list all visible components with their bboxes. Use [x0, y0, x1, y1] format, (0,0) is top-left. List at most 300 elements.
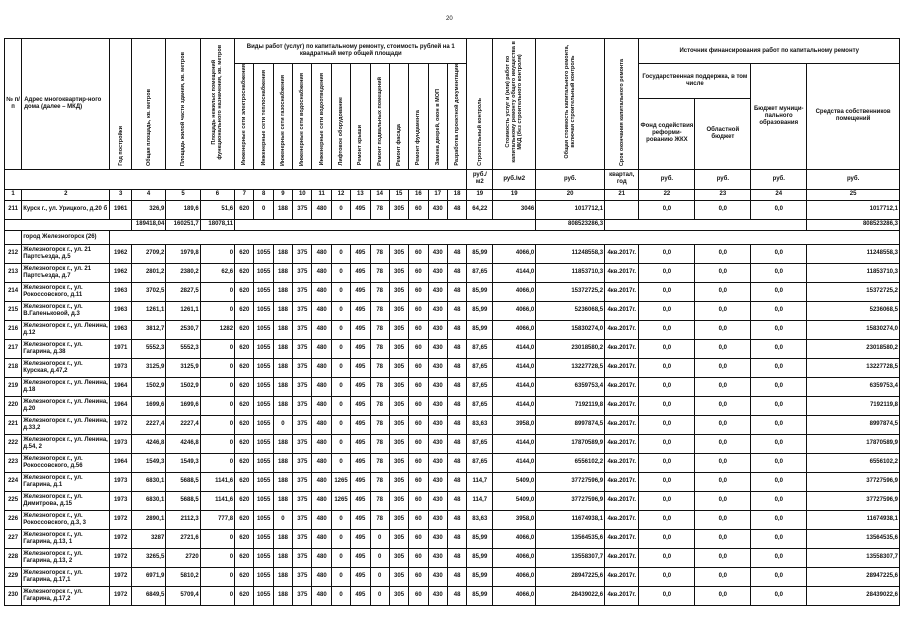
row-work-cost-12: 48: [447, 339, 467, 358]
column-number: 11: [312, 189, 331, 200]
row-municipal: 0,0: [751, 529, 807, 548]
column-number: 6: [200, 189, 234, 200]
row-control: 85,99: [467, 244, 493, 263]
row-fund: 0,0: [639, 567, 695, 586]
row-work-cost-9: 305: [389, 339, 408, 358]
unit-owners: руб.: [807, 169, 900, 189]
row-living-area: 1502,9: [166, 377, 200, 396]
row-work-cost-11: 430: [428, 415, 447, 434]
row-owners: 13558307,7: [807, 548, 900, 567]
row-owners: 13227728,5: [807, 358, 900, 377]
row-work-cost-10: 60: [409, 358, 428, 377]
row-owners: 28439022,6: [807, 586, 900, 605]
row-work-cost-11: 430: [428, 244, 447, 263]
row-total-cost: 11674938,1: [536, 510, 605, 529]
row-deadline: 4кв.2017г.: [605, 510, 639, 529]
row-work-cost-1: 620: [235, 510, 254, 529]
row-unit-cost: 4066,0: [493, 548, 536, 567]
row-address: Железногорск г., ул. Ленина, д.54, 2: [22, 434, 110, 453]
row-municipal: 0,0: [751, 339, 807, 358]
row-work-cost-2: 1055: [254, 510, 273, 529]
row-address: Железногорск г., ул. Гагарина, д.38: [22, 339, 110, 358]
row-work-cost-5: 480: [312, 453, 331, 472]
row-unit-cost: 4066,0: [493, 301, 536, 320]
row-work-cost-4: 375: [293, 263, 312, 282]
summary-nonres: 18078,11: [200, 219, 234, 230]
row-work-cost-5: 480: [312, 434, 331, 453]
row-owners: 37727596,9: [807, 472, 900, 491]
row-work-cost-7: 495: [351, 434, 370, 453]
row-work-cost-8: 78: [370, 301, 389, 320]
row-work-cost-5: 480: [312, 320, 331, 339]
row-control: 87,65: [467, 377, 493, 396]
row-living-area: 2721,6: [166, 529, 200, 548]
row-work-cost-1: 620: [235, 358, 254, 377]
table-row: [5, 586, 900, 605]
row-work-cost-11: 430: [428, 377, 447, 396]
row-work-cost-9: 305: [389, 510, 408, 529]
row-control: 87,65: [467, 396, 493, 415]
unit-control: руб./ м2: [467, 169, 493, 189]
row-year: 1973: [110, 434, 132, 453]
row-unit-cost: 4066,0: [493, 320, 536, 339]
row-work-cost-9: 305: [389, 529, 408, 548]
row-year: 1972: [110, 510, 132, 529]
row-number: 212: [5, 244, 22, 263]
row-total-area: 2890,1: [131, 510, 165, 529]
row-work-cost-9: 305: [389, 491, 408, 510]
work-header-8: Ремонт подвальных помещений: [370, 64, 389, 170]
row-work-cost-12: 48: [447, 567, 467, 586]
row-work-cost-6: 0: [331, 434, 350, 453]
column-number: 12: [331, 189, 350, 200]
row-work-cost-9: 305: [389, 396, 408, 415]
capital-repair-table: [4, 38, 900, 606]
row-number: 218: [5, 358, 22, 377]
row-work-cost-4: 375: [293, 396, 312, 415]
row-deadline: 4кв.2017г.: [605, 453, 639, 472]
row-owners: 7192119,8: [807, 396, 900, 415]
row-unit-cost: 4144,0: [493, 396, 536, 415]
row-work-cost-10: 60: [409, 586, 428, 605]
row-regional: 0,0: [695, 358, 751, 377]
row-work-cost-8: 78: [370, 453, 389, 472]
row-unit-cost: 5409,0: [493, 491, 536, 510]
row-fund: 0,0: [639, 453, 695, 472]
row-unit-cost: 4066,0: [493, 586, 536, 605]
row-work-cost-5: 480: [312, 358, 331, 377]
row-work-cost-2: 1055: [254, 548, 273, 567]
row-deadline: 4кв.2017г.: [605, 434, 639, 453]
row-work-cost-8: 78: [370, 339, 389, 358]
row-total-area: 326,9: [131, 200, 165, 219]
row-work-cost-10: 60: [409, 453, 428, 472]
row-owners: 17870589,9: [807, 434, 900, 453]
row-total-cost: 11853710,3: [536, 263, 605, 282]
row-work-cost-6: 0: [331, 200, 350, 219]
table-row: [5, 510, 900, 529]
row-total-cost: 23018580,2: [536, 339, 605, 358]
row-work-cost-4: 375: [293, 491, 312, 510]
work-header-2: Инженерные сети теплоснабжения: [254, 64, 273, 170]
row-total-cost: 28439022,6: [536, 586, 605, 605]
row-work-cost-8: 78: [370, 472, 389, 491]
row-work-cost-2: 1055: [254, 339, 273, 358]
table-row: [5, 548, 900, 567]
row-owners: 13564535,6: [807, 529, 900, 548]
row-municipal: 0,0: [751, 491, 807, 510]
row-total-area: 3287: [131, 529, 165, 548]
row-work-cost-11: 430: [428, 434, 447, 453]
row-fund: 0,0: [639, 434, 695, 453]
row-deadline: 4кв.2017г.: [605, 320, 639, 339]
row-work-cost-4: 375: [293, 320, 312, 339]
row-work-cost-3: 0: [273, 510, 292, 529]
header-row-1: [5, 39, 900, 64]
col-deadline-header: Срок окончания капитального ремонта: [605, 39, 639, 170]
row-number: 228: [5, 548, 22, 567]
row-municipal: 0,0: [751, 567, 807, 586]
work-header-9: Ремонт фасада: [389, 64, 408, 170]
row-work-cost-12: 48: [447, 244, 467, 263]
row-nonres-area: 51,6: [200, 200, 234, 219]
row-year: 1971: [110, 339, 132, 358]
row-work-cost-2: 1055: [254, 301, 273, 320]
column-number: 3: [110, 189, 132, 200]
row-number: 224: [5, 472, 22, 491]
row-year: 1963: [110, 301, 132, 320]
summary-total-cost: 808523286,3: [536, 219, 605, 230]
row-regional: 0,0: [695, 396, 751, 415]
row-year: 1973: [110, 472, 132, 491]
row-nonres-area: 1282: [200, 320, 234, 339]
row-work-cost-4: 375: [293, 301, 312, 320]
row-number: 221: [5, 415, 22, 434]
work-header-6: Лифтовое оборудование: [331, 64, 350, 170]
row-total-area: 6830,1: [131, 472, 165, 491]
row-living-area: 2827,5: [166, 282, 200, 301]
row-work-cost-9: 305: [389, 586, 408, 605]
row-work-cost-10: 60: [409, 434, 428, 453]
row-regional: 0,0: [695, 415, 751, 434]
row-total-area: 3265,5: [131, 548, 165, 567]
row-work-cost-11: 430: [428, 567, 447, 586]
row-work-cost-4: 375: [293, 282, 312, 301]
column-number: 19: [467, 189, 493, 200]
row-work-cost-9: 305: [389, 244, 408, 263]
row-total-cost: 6556102,2: [536, 453, 605, 472]
row-control: 87,65: [467, 263, 493, 282]
row-address: Железногорск г., ул. Гагарина, д.13, 2: [22, 548, 110, 567]
row-work-cost-9: 305: [389, 320, 408, 339]
column-number: 1: [5, 189, 22, 200]
row-municipal: 0,0: [751, 244, 807, 263]
work-header-3: Инженерные сети газоснабжения: [273, 64, 292, 170]
work-header-4: Инженерные сети водоснабжения: [293, 64, 312, 170]
row-deadline: 4кв.2017г.: [605, 548, 639, 567]
row-living-area: 5552,3: [166, 339, 200, 358]
row-work-cost-3: 0: [273, 415, 292, 434]
row-year: 1972: [110, 586, 132, 605]
row-work-cost-9: 305: [389, 415, 408, 434]
row-total-cost: 15830274,0: [536, 320, 605, 339]
summary-total: 189418,04: [131, 219, 165, 230]
table-row: [5, 301, 900, 320]
row-work-cost-7: 495: [351, 529, 370, 548]
row-work-cost-5: 480: [312, 377, 331, 396]
work-header-12: Разработка проектной документации: [447, 64, 467, 170]
row-total-area: 4246,8: [131, 434, 165, 453]
row-deadline: 4кв.2017г.: [605, 244, 639, 263]
row-regional: 0,0: [695, 510, 751, 529]
row-work-cost-3: 188: [273, 529, 292, 548]
row-work-cost-7: 495: [351, 396, 370, 415]
row-work-cost-7: 495: [351, 586, 370, 605]
row-work-cost-6: 1265: [331, 491, 350, 510]
row-total-area: 2801,2: [131, 263, 165, 282]
row-work-cost-11: 430: [428, 586, 447, 605]
row-owners: 28947225,6: [807, 567, 900, 586]
row-work-cost-7: 495: [351, 377, 370, 396]
row-nonres-area: 0: [200, 548, 234, 567]
row-work-cost-1: 620: [235, 263, 254, 282]
row-work-cost-2: 1055: [254, 453, 273, 472]
row-total-cost: 13558307,7: [536, 548, 605, 567]
row-living-area: 2720: [166, 548, 200, 567]
row-work-cost-11: 430: [428, 453, 447, 472]
row-work-cost-9: 305: [389, 301, 408, 320]
row-address: Железногорск г., ул. Гагарина, д.1: [22, 472, 110, 491]
row-living-area: 2227,4: [166, 415, 200, 434]
column-number: 17: [428, 189, 447, 200]
row-nonres-area: 1141,6: [200, 491, 234, 510]
row-work-cost-7: 495: [351, 244, 370, 263]
row-deadline: 4кв.2017г.: [605, 415, 639, 434]
row-work-cost-9: 305: [389, 434, 408, 453]
row-work-cost-1: 620: [235, 548, 254, 567]
row-address: Железногорск г., ул. Гагарина, д.17,1: [22, 567, 110, 586]
row-work-cost-12: 48: [447, 200, 467, 219]
table-row: [5, 491, 900, 510]
row-work-cost-1: 620: [235, 529, 254, 548]
row-nonres-area: 777,8: [200, 510, 234, 529]
row-work-cost-12: 48: [447, 434, 467, 453]
row-work-cost-10: 60: [409, 491, 428, 510]
row-work-cost-5: 480: [312, 263, 331, 282]
row-work-cost-3: 188: [273, 377, 292, 396]
row-control: 85,99: [467, 586, 493, 605]
unit-municipal: руб.: [751, 169, 807, 189]
row-work-cost-1: 620: [235, 567, 254, 586]
row-total-area: 1549,3: [131, 453, 165, 472]
unit-regional: руб.: [695, 169, 751, 189]
row-year: 1972: [110, 529, 132, 548]
row-regional: 0,0: [695, 263, 751, 282]
row-work-cost-4: 375: [293, 377, 312, 396]
row-nonres-area: 0: [200, 244, 234, 263]
row-work-cost-6: 0: [331, 377, 350, 396]
row-work-cost-8: 78: [370, 358, 389, 377]
row-address: Железногорск г., ул. В.Гапеньковой, д.3: [22, 301, 110, 320]
row-control: 85,99: [467, 548, 493, 567]
col-total-cost-header: Общая стоимость капитального ремонта, включая строительный контроль: [536, 39, 605, 170]
row-work-cost-11: 430: [428, 548, 447, 567]
row-work-cost-10: 60: [409, 510, 428, 529]
row-work-cost-11: 430: [428, 200, 447, 219]
row-unit-cost: 4144,0: [493, 434, 536, 453]
row-work-cost-9: 305: [389, 453, 408, 472]
row-work-cost-3: 188: [273, 396, 292, 415]
row-work-cost-5: 480: [312, 301, 331, 320]
row-total-cost: 15372725,2: [536, 282, 605, 301]
row-work-cost-2: 1055: [254, 282, 273, 301]
col-num-header: № п/п: [5, 39, 22, 170]
row-unit-cost: 4144,0: [493, 263, 536, 282]
row-year: 1973: [110, 358, 132, 377]
summary-row: [5, 219, 900, 230]
row-work-cost-6: 0: [331, 586, 350, 605]
row-year: 1962: [110, 244, 132, 263]
units-row: [5, 169, 900, 189]
row-number: 229: [5, 567, 22, 586]
row-work-cost-4: 375: [293, 415, 312, 434]
row-work-cost-12: 48: [447, 320, 467, 339]
row-work-cost-8: 78: [370, 282, 389, 301]
row-work-cost-1: 620: [235, 453, 254, 472]
row-municipal: 0,0: [751, 263, 807, 282]
row-address: Железногорск г., ул. Ленина, д.18: [22, 377, 110, 396]
row-total-area: 6830,1: [131, 491, 165, 510]
row-unit-cost: 4066,0: [493, 529, 536, 548]
row-work-cost-6: 0: [331, 415, 350, 434]
row-work-cost-10: 60: [409, 244, 428, 263]
row-work-cost-6: 0: [331, 244, 350, 263]
work-header-11: Замена дверей, окон в МОП: [428, 64, 447, 170]
row-control: 87,65: [467, 358, 493, 377]
row-work-cost-5: 480: [312, 415, 331, 434]
row-work-cost-3: 188: [273, 320, 292, 339]
row-work-cost-11: 430: [428, 320, 447, 339]
row-fund: 0,0: [639, 415, 695, 434]
work-header-1: Инженерные сети электроснабжения: [235, 64, 254, 170]
row-work-cost-11: 430: [428, 358, 447, 377]
row-control: 64,22: [467, 200, 493, 219]
row-work-cost-12: 48: [447, 548, 467, 567]
row-living-area: 5810,2: [166, 567, 200, 586]
column-number: 8: [254, 189, 273, 200]
row-work-cost-3: 188: [273, 263, 292, 282]
row-nonres-area: 0: [200, 282, 234, 301]
row-nonres-area: 0: [200, 339, 234, 358]
table-row: [5, 567, 900, 586]
row-owners: 6556102,2: [807, 453, 900, 472]
row-fund: 0,0: [639, 358, 695, 377]
row-year: 1972: [110, 567, 132, 586]
row-work-cost-6: 0: [331, 263, 350, 282]
row-nonres-area: 0: [200, 358, 234, 377]
row-total-cost: 7192119,8: [536, 396, 605, 415]
column-number: 22: [639, 189, 695, 200]
row-address: Железногорск г., ул. Рокоссовского, д.56: [22, 453, 110, 472]
row-work-cost-8: 78: [370, 415, 389, 434]
row-work-cost-2: 1055: [254, 377, 273, 396]
row-work-cost-8: 78: [370, 320, 389, 339]
row-owners: 8997874,5: [807, 415, 900, 434]
row-number: 222: [5, 434, 22, 453]
row-work-cost-11: 430: [428, 263, 447, 282]
col-fund-header: Фонд содействия реформи-рованию ЖКХ: [639, 99, 695, 169]
row-work-cost-5: 480: [312, 586, 331, 605]
row-work-cost-1: 620: [235, 320, 254, 339]
row-owners: 5236068,5: [807, 301, 900, 320]
row-work-cost-4: 375: [293, 244, 312, 263]
row-work-cost-2: 1055: [254, 320, 273, 339]
row-unit-cost: 4066,0: [493, 567, 536, 586]
table-row: [5, 472, 900, 491]
row-work-cost-6: 0: [331, 339, 350, 358]
row-fund: 0,0: [639, 529, 695, 548]
row-work-cost-1: 620: [235, 301, 254, 320]
row-work-cost-1: 620: [235, 434, 254, 453]
summary-owners: 808523286,3: [807, 219, 900, 230]
row-number: 219: [5, 377, 22, 396]
row-work-cost-9: 305: [389, 200, 408, 219]
row-regional: 0,0: [695, 491, 751, 510]
row-work-cost-5: 480: [312, 548, 331, 567]
row-nonres-area: 0: [200, 301, 234, 320]
row-total-area: 3812,7: [131, 320, 165, 339]
row-year: 1972: [110, 548, 132, 567]
row-work-cost-3: 188: [273, 453, 292, 472]
row-municipal: 0,0: [751, 586, 807, 605]
column-number: 13: [351, 189, 370, 200]
col-year-header: Год постройки: [110, 39, 132, 170]
row-owners: 15372725,2: [807, 282, 900, 301]
row-living-area: 5688,5: [166, 472, 200, 491]
row-fund: 0,0: [639, 396, 695, 415]
row-regional: 0,0: [695, 244, 751, 263]
col-total-area-header: Общая площадь, кв. метров: [131, 39, 165, 170]
row-work-cost-11: 430: [428, 472, 447, 491]
row-fund: 0,0: [639, 339, 695, 358]
row-year: 1964: [110, 396, 132, 415]
row-living-area: 1979,8: [166, 244, 200, 263]
row-living-area: 2380,2: [166, 263, 200, 282]
row-year: 1964: [110, 453, 132, 472]
work-header-7: Ремонт крыши: [351, 64, 370, 170]
column-number: 4: [131, 189, 165, 200]
row-work-cost-10: 60: [409, 529, 428, 548]
row-municipal: 0,0: [751, 301, 807, 320]
row-address: Железногорск г., ул. Ленина, д.20: [22, 396, 110, 415]
row-work-cost-12: 48: [447, 377, 467, 396]
city-row: [5, 230, 900, 244]
row-work-cost-10: 60: [409, 548, 428, 567]
column-number: 10: [293, 189, 312, 200]
row-municipal: 0,0: [751, 415, 807, 434]
row-work-cost-9: 305: [389, 282, 408, 301]
row-work-cost-10: 60: [409, 567, 428, 586]
table-row: [5, 415, 900, 434]
row-work-cost-1: 620: [235, 491, 254, 510]
row-address: Железногорск г., ул. 21 Партсъезда, д.5: [22, 244, 110, 263]
row-fund: 0,0: [639, 586, 695, 605]
column-number: 20: [536, 189, 605, 200]
row-year: 1961: [110, 200, 132, 219]
row-work-cost-7: 495: [351, 358, 370, 377]
unit-fund: руб.: [639, 169, 695, 189]
row-total-cost: 6359753,4: [536, 377, 605, 396]
